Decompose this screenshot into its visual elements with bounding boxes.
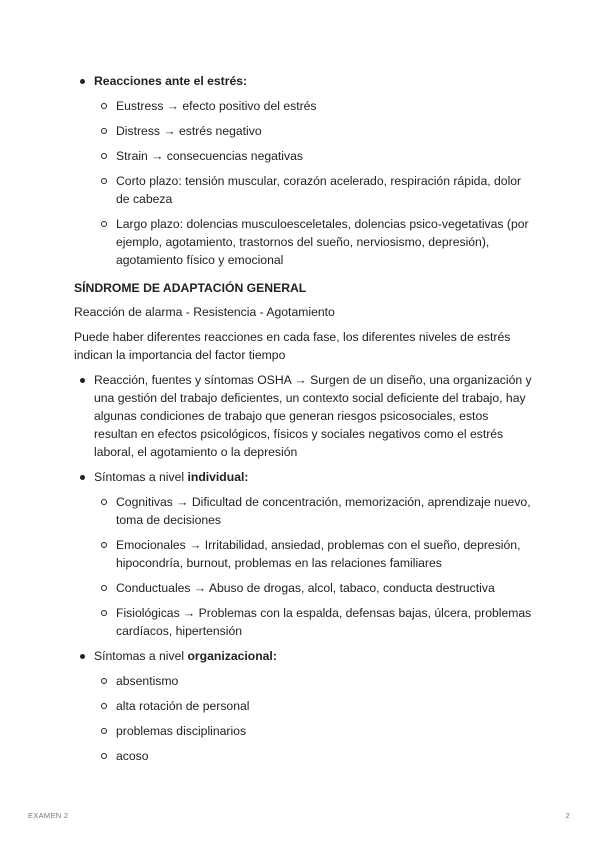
spacer <box>74 269 534 276</box>
list-item: Corto plazo: tensión muscular, corazón acelerado, respiración rápida, dolor de cabeza <box>94 172 534 208</box>
list-item: Eustress → efecto positivo del estrés <box>94 97 534 115</box>
phases-text: Reacción de alarma - Resistencia - Agotamiento <box>74 305 335 319</box>
page-number: 2 <box>565 811 570 820</box>
footer-label: EXAMEN 2 <box>28 811 69 820</box>
list-item: acoso <box>94 747 534 765</box>
intro-paragraph: Puede haber diferentes reacciones en cada fase, los diferentes niveles de estrés indican la importancia del factor tiempo <box>74 330 511 362</box>
list-item-individual <box>74 468 534 640</box>
list-item: Cognitivas → Dificultad de concentración, memorización, aprendizaje nuevo, toma de decisiones <box>94 493 534 529</box>
section-heading: SÍNDROME DE ADAPTACIÓN GENERAL <box>74 281 307 295</box>
list-item: Fisiológicas → Problemas con la espalda, defensas bajas, úlcera, problemas cardíacos, hipertensión <box>94 604 534 640</box>
list-item: alta rotación de personal <box>94 697 534 715</box>
list-item-reactions <box>74 72 534 269</box>
symptoms-list <box>74 371 534 765</box>
list-item: Emocionales → Irritabilidad, ansiedad, problemas con el sueño, depresión, hipocondría, burnout, problemas en las relaciones familiares <box>94 536 534 572</box>
reactions-title: Reacciones ante el estrés: <box>94 74 248 88</box>
page-content <box>74 72 534 765</box>
organizacional-sublist <box>94 672 534 765</box>
organizacional-prefix: Síntomas a nivel <box>94 649 188 663</box>
reactions-sublist <box>94 97 534 269</box>
individual-sublist <box>94 493 534 640</box>
list-item: Conductuales → Abuso de drogas, alcol, tabaco, conducta destructiva <box>94 579 534 597</box>
list-item: Strain → consecuencias negativas <box>94 147 534 165</box>
list-item-organizacional <box>74 647 534 765</box>
osha-text: Reacción, fuentes y síntomas OSHA → Surgen de un diseño, una organización y una gestión del trabajo deficientes, un contexto social deficiente del trabajo, hay algunas condiciones de trabajo que generan riesgos psicosociales, estos resultan en efectos psicológicos, físicos y sociales negativos como el estrés laboral, el agotamiento o la depresión <box>94 373 532 459</box>
individual-prefix: Síntomas a nivel <box>94 470 188 484</box>
list-item: absentismo <box>94 672 534 690</box>
list-item: problemas disciplinarios <box>94 722 534 740</box>
list-item: Distress → estrés negativo <box>94 122 534 140</box>
reactions-list <box>74 72 534 269</box>
list-item: Largo plazo: dolencias musculoesceletales, dolencias psico-vegetativas (por ejemplo, agotamiento, trastornos del sueño, nerviosismo, depresión), agotamiento físico y emocional <box>94 215 534 269</box>
individual-emphasis: individual: <box>187 470 249 484</box>
list-item-osha <box>74 371 534 461</box>
organizacional-emphasis: organizacional: <box>187 649 277 663</box>
